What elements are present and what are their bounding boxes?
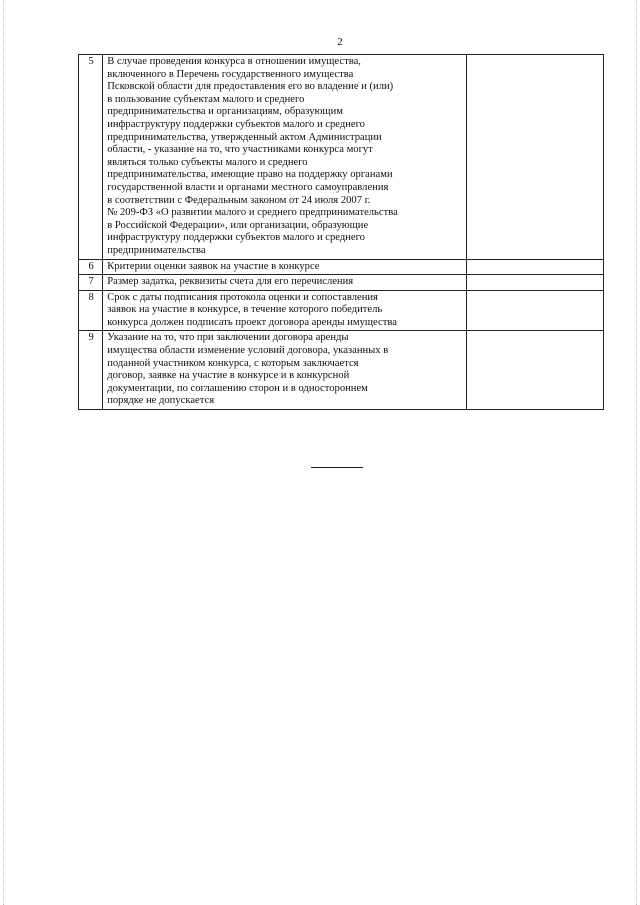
row-number: 8: [79, 290, 103, 331]
row-number: 5: [79, 55, 103, 260]
row-text-cell: [103, 331, 466, 410]
row-value-cell: [466, 55, 603, 260]
row-number: 6: [79, 259, 103, 275]
table-row: [79, 55, 604, 260]
page-number: 2: [337, 36, 343, 48]
table-row: [79, 331, 604, 410]
row-text-cell: [103, 275, 466, 291]
requirements-table: [78, 54, 604, 410]
row-number: 7: [79, 275, 103, 291]
row-value-cell: [466, 290, 603, 331]
row-text-cell: [103, 259, 466, 275]
row-text: Срок с даты подписания протокола оценки и сопоставления заявок на участие в конкурсе, в течение которого победитель конкурса должен подписать проект договора аренды имущества: [107, 291, 397, 328]
row-number: 9: [79, 331, 103, 410]
row-text: Размер задатка, реквизиты счета для его перечисления: [107, 276, 354, 288]
row-value-cell: [466, 259, 603, 275]
table-row: [79, 290, 604, 331]
table-row: [79, 259, 604, 275]
row-text: Указание на то, что при заключении договора аренды имущества области изменение условий договора, указанных в поданной участником конкурса, с которым заключается договор, заявке на участие в конкурсе и в конкурсной документации, по соглашению сторон и в одностороннем порядке не допускается: [107, 332, 389, 407]
row-text-cell: [103, 290, 466, 331]
row-text: Критерии оценки заявок на участие в конкурсе: [107, 260, 320, 272]
row-value-cell: [466, 331, 603, 410]
scan-left-edge: [0, 0, 4, 905]
row-text: В случае проведения конкурса в отношении имущества, включенного в Перечень государственного имущества Псковской области для предоставления его во владение и (или) в пользование субъектам малого и среднего предпринимательства и организациям, образующим инфраструктуру поддержки субъектов малого и среднего предпринимательства, утвержденный актом Администрации области, - указание на то, что участниками конкурса могут являться только субъекты малого и среднего предпринимательства, имеющие право на поддержку органами государственной власти и органами местного самоуправления в соответствии с Федеральным законом от 24 июля 2007 г. № 209-ФЗ «О развитии малого и среднего предпринимательства в Российской Федерации», или организации, образующие инфраструктуру поддержки субъектов малого и среднего предпринимательства: [107, 56, 398, 256]
table-row: [79, 275, 604, 291]
row-value-cell: [466, 275, 603, 291]
scan-right-edge: [636, 0, 640, 905]
row-text-cell: [103, 55, 466, 260]
end-of-document-rule: [311, 467, 363, 468]
